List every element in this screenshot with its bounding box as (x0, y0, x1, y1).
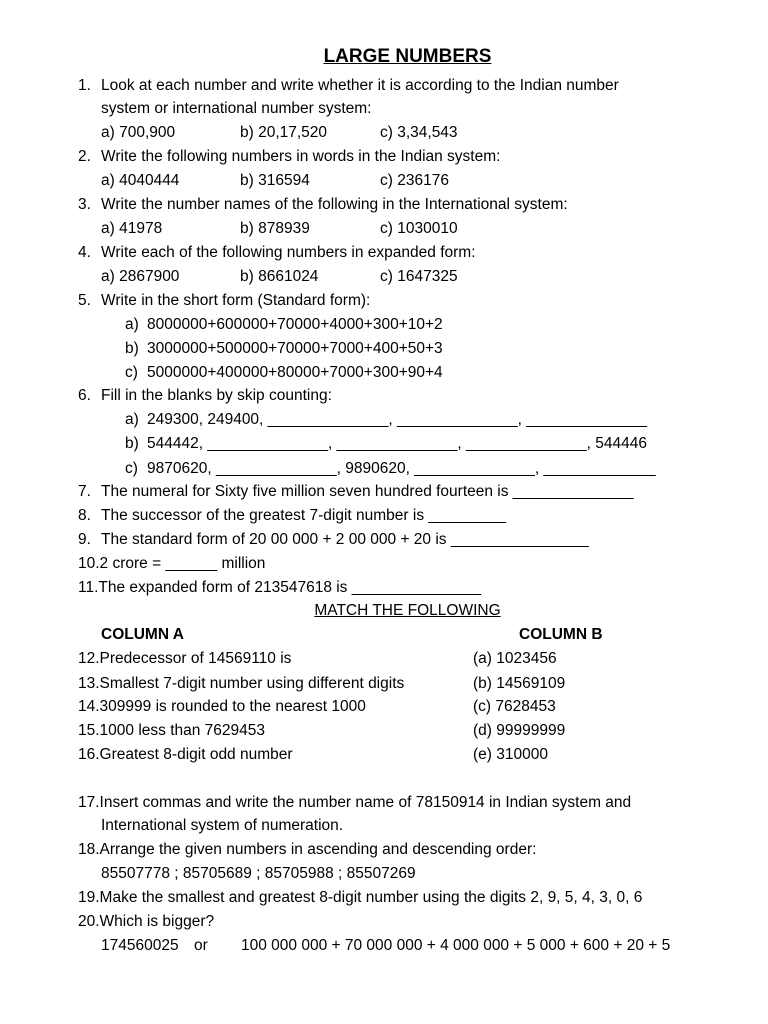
question-text: 17.Insert commas and write the number name of 78150914 in Indian system and (78, 794, 632, 811)
column-b-heading: COLUMN B (519, 626, 603, 643)
sub-label: c) (125, 364, 138, 381)
option-c: c) 1030010 (380, 220, 458, 237)
question-text: Write the following numbers in words in the Indian system: (101, 148, 501, 165)
question-text: International system of numeration. (101, 817, 344, 834)
column-a-heading: COLUMN A (101, 626, 184, 643)
option-a: a) 700,900 (101, 124, 176, 141)
number-option-right: 100 000 000 + 70 000 000 + 4 000 000 + 5 000 + 600 + 20 + 5 (241, 937, 671, 954)
question-text: Look at each number and write whether it is according to the Indian number (101, 77, 619, 94)
sub-label: b) (125, 435, 139, 452)
sub-text: 249300, 249400, ______________, ______________, ______________ (147, 411, 647, 428)
question-number: 8. (78, 507, 91, 524)
sub-label: c) (125, 460, 138, 477)
option-b: b) 316594 (240, 172, 310, 189)
question-text: 18.Arrange the given numbers in ascending and descending order: (78, 841, 537, 858)
match-item-a: 12.Predecessor of 14569110 is (78, 650, 292, 667)
option-a: a) 4040444 (101, 172, 180, 189)
option-c: c) 236176 (380, 172, 449, 189)
option-b: b) 20,17,520 (240, 124, 328, 141)
option-b: b) 8661024 (240, 268, 319, 285)
sub-label: a) (125, 411, 139, 428)
question-number: 6. (78, 387, 91, 404)
sub-label: b) (125, 340, 139, 357)
sub-text: 544442, ______________, ______________, ______________, 544446 (147, 435, 647, 452)
match-item-b: (e) 310000 (473, 746, 548, 763)
match-item-b: (d) 99999999 (473, 722, 566, 739)
option-a: a) 2867900 (101, 268, 180, 285)
match-item-a: 15.1000 less than 7629453 (78, 722, 266, 739)
question-text: 11.The expanded form of 213547618 is _______________ (78, 579, 482, 596)
match-item-b: (c) 7628453 (473, 698, 556, 715)
question-text: Write the number names of the following in the International system: (101, 196, 568, 213)
sub-text: 9870620, ______________, 9890620, ______________, _____________ (147, 460, 656, 477)
match-item-b: (b) 14569109 (473, 675, 566, 692)
sub-label: a) (125, 316, 139, 333)
match-item-a: 13.Smallest 7-digit number using different digits (78, 675, 405, 692)
sub-text: 3000000+500000+70000+7000+400+50+3 (147, 340, 443, 357)
question-number: 3. (78, 196, 91, 213)
option-c: c) 1647325 (380, 268, 458, 285)
question-text: 10.2 crore = ______ million (78, 555, 266, 572)
sub-text: 8000000+600000+70000+4000+300+10+2 (147, 316, 443, 333)
question-text: 19.Make the smallest and greatest 8-digit number using the digits 2, 9, 5, 4, 3, 0, 6 (78, 889, 643, 906)
question-text: Write each of the following numbers in expanded form: (101, 244, 476, 261)
question-text: The standard form of 20 00 000 + 2 00 000 + 20 is ________________ (101, 531, 589, 548)
question-text: Fill in the blanks by skip counting: (101, 387, 332, 404)
match-item-b: (a) 1023456 (473, 650, 557, 667)
match-item-a: 14.309999 is rounded to the nearest 1000 (78, 698, 366, 715)
question-number: 9. (78, 531, 91, 548)
match-item-a: 16.Greatest 8-digit odd number (78, 746, 293, 763)
option-b: b) 878939 (240, 220, 310, 237)
question-number: 2. (78, 148, 91, 165)
number-option-left: 174560025 (101, 937, 179, 954)
page-title: LARGE NUMBERS (323, 46, 492, 67)
question-text: The numeral for Sixty five million seven hundred fourteen is ______________ (101, 483, 634, 500)
question-number: 5. (78, 292, 91, 309)
question-number: 1. (78, 77, 91, 94)
match-heading: MATCH THE FOLLOWING (314, 602, 501, 619)
question-text: 85507778 ; 85705689 ; 85705988 ; 85507269 (101, 865, 416, 882)
question-number: 4. (78, 244, 91, 261)
option-c: c) 3,34,543 (380, 124, 458, 141)
question-number: 7. (78, 483, 91, 500)
question-text: The successor of the greatest 7-digit number is _________ (101, 507, 506, 524)
option-a: a) 41978 (101, 220, 163, 237)
question-text: Write in the short form (Standard form): (101, 292, 371, 309)
sub-text: 5000000+400000+80000+7000+300+90+4 (147, 364, 443, 381)
question-text: system or international number system: (101, 100, 372, 117)
question-text: 20.Which is bigger? (78, 913, 215, 930)
or-word: or (194, 937, 208, 954)
